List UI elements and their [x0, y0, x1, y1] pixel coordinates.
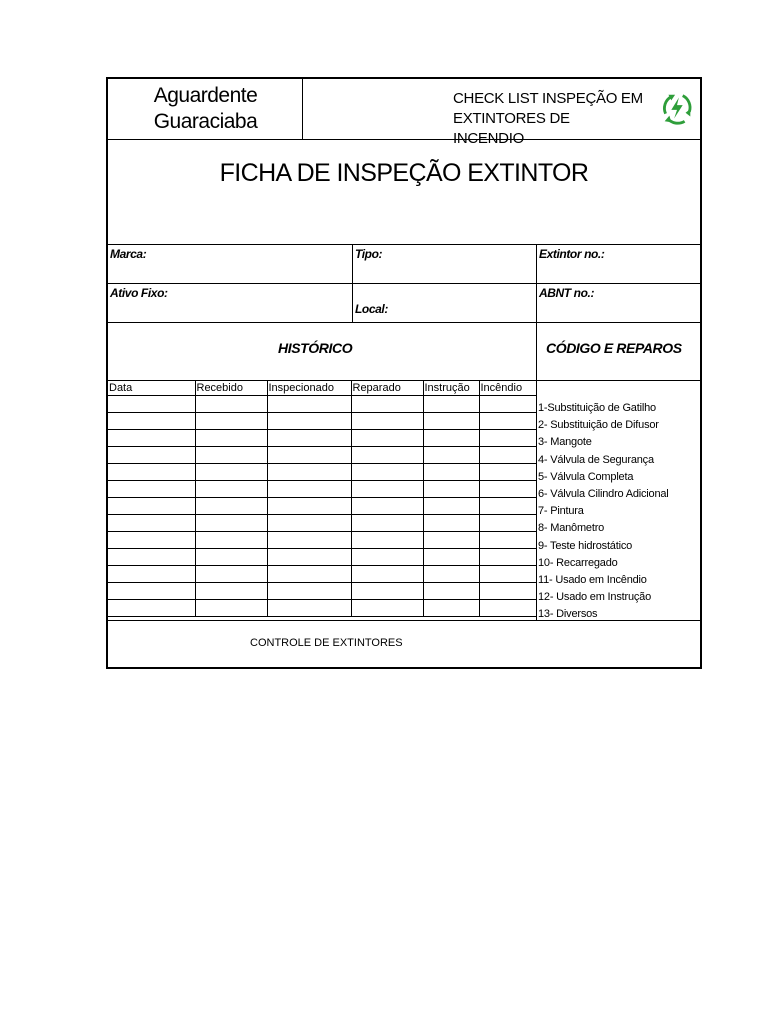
historico-title: HISTÓRICO — [278, 340, 353, 356]
table-cell[interactable] — [108, 532, 195, 549]
table-cell[interactable] — [423, 583, 479, 600]
table-cell[interactable] — [108, 498, 195, 515]
table-cell[interactable] — [351, 481, 423, 498]
table-cell[interactable] — [479, 583, 536, 600]
table-cell[interactable] — [267, 413, 351, 430]
table-cell[interactable] — [195, 566, 267, 583]
table-row — [108, 549, 536, 566]
abnt-no-label: ABNT no.: — [539, 286, 595, 300]
table-cell[interactable] — [108, 566, 195, 583]
historico-header-row — [108, 381, 536, 396]
list-item: 12- Usado em Instrução — [538, 591, 651, 604]
list-item: 10- Recarregado — [538, 556, 618, 569]
table-cell[interactable] — [479, 481, 536, 498]
table-cell[interactable] — [479, 430, 536, 447]
column-header: Incêndio — [479, 381, 536, 396]
table-cell[interactable] — [108, 396, 195, 413]
table-cell[interactable] — [351, 549, 423, 566]
table-cell[interactable] — [479, 515, 536, 532]
list-item: 1-Substituição de Gatilho — [538, 402, 656, 414]
table-cell[interactable] — [351, 413, 423, 430]
table-cell[interactable] — [423, 515, 479, 532]
fields-middle-line — [108, 283, 700, 284]
column-header: Inspecionado — [267, 381, 351, 396]
table-cell[interactable] — [267, 583, 351, 600]
table-row — [108, 600, 536, 617]
table-cell[interactable] — [108, 481, 195, 498]
table-cell[interactable] — [479, 600, 536, 617]
table-cell[interactable] — [195, 549, 267, 566]
table-cell[interactable] — [195, 583, 267, 600]
list-item: 9- Teste hidrostático — [538, 539, 633, 552]
list-item: 2- Substituição de Difusor — [538, 419, 659, 432]
table-cell[interactable] — [195, 600, 267, 617]
table-cell[interactable] — [423, 498, 479, 515]
table-cell[interactable] — [108, 430, 195, 447]
table-cell[interactable] — [479, 396, 536, 413]
company-name-line1: Aguardente — [153, 84, 258, 107]
list-item: 7- Pintura — [538, 505, 584, 518]
table-cell[interactable] — [195, 532, 267, 549]
header-divider — [302, 79, 303, 139]
table-cell[interactable] — [351, 464, 423, 481]
table-row — [108, 464, 536, 481]
table-cell[interactable] — [479, 413, 536, 430]
table-cell[interactable] — [267, 566, 351, 583]
company-name-line2: Guaraciaba — [153, 110, 258, 133]
table-cell[interactable] — [351, 396, 423, 413]
list-item: 13- Diversos — [538, 608, 598, 621]
list-item: 5- Válvula Completa — [538, 470, 634, 483]
table-cell[interactable] — [108, 413, 195, 430]
table-cell[interactable] — [267, 464, 351, 481]
table-cell[interactable] — [351, 566, 423, 583]
table-cell[interactable] — [351, 430, 423, 447]
table-cell[interactable] — [423, 430, 479, 447]
extintor-no-label: Extintor no.: — [539, 247, 605, 261]
marca-label: Marca: — [110, 247, 147, 261]
table-cell[interactable] — [267, 498, 351, 515]
fields-bottom-line — [108, 322, 700, 323]
table-row — [108, 515, 536, 532]
column-header: Instrução — [423, 381, 479, 396]
table-cell[interactable] — [351, 515, 423, 532]
tipo-label: Tipo: — [355, 247, 383, 261]
table-cell[interactable] — [423, 566, 479, 583]
table-cell[interactable] — [195, 464, 267, 481]
table-cell[interactable] — [267, 430, 351, 447]
table-cell[interactable] — [267, 447, 351, 464]
table-cell[interactable] — [108, 447, 195, 464]
table-cell[interactable] — [108, 549, 195, 566]
column-header: Data — [108, 381, 195, 396]
table-cell[interactable] — [267, 549, 351, 566]
recycle-bolt-icon — [658, 89, 696, 127]
table-cell[interactable] — [423, 532, 479, 549]
table-cell[interactable] — [267, 600, 351, 617]
table-row — [108, 430, 536, 447]
table-row — [108, 396, 536, 413]
list-item: 8- Manômetro — [538, 522, 605, 535]
table-cell[interactable] — [351, 532, 423, 549]
header-title-line2: EXTINTORES DE INCENDIO — [453, 110, 570, 147]
table-cell[interactable] — [479, 532, 536, 549]
table-cell[interactable] — [423, 600, 479, 617]
table-cell[interactable] — [267, 481, 351, 498]
list-item: 6- Válvula Cilindro Adicional — [538, 487, 669, 500]
table-cell[interactable] — [351, 498, 423, 515]
column-header: Reparado — [351, 381, 423, 396]
table-cell[interactable] — [423, 447, 479, 464]
table-cell[interactable] — [195, 396, 267, 413]
table-cell[interactable] — [423, 464, 479, 481]
table-cell[interactable] — [195, 447, 267, 464]
footer-text: CONTROLE DE EXTINTORES — [250, 637, 403, 649]
local-label: Local: — [355, 302, 388, 316]
company-name — [108, 79, 303, 139]
table-cell[interactable] — [351, 447, 423, 464]
table-cell[interactable] — [195, 430, 267, 447]
table-cell[interactable] — [423, 549, 479, 566]
column-header: Recebido — [195, 381, 267, 396]
form-title: FICHA DE INSPEÇÃO EXTINTOR — [219, 159, 589, 187]
table-cell[interactable] — [108, 515, 195, 532]
table-cell[interactable] — [479, 447, 536, 464]
table-row — [108, 447, 536, 464]
table-cell[interactable] — [195, 515, 267, 532]
table-cell[interactable] — [479, 464, 536, 481]
table-cell[interactable] — [267, 532, 351, 549]
table-cell[interactable] — [423, 413, 479, 430]
table-cell[interactable] — [479, 566, 536, 583]
table-row — [108, 413, 536, 430]
table-cell[interactable] — [108, 583, 195, 600]
table-cell[interactable] — [108, 600, 195, 617]
footer-top-line — [108, 620, 700, 621]
table-cell[interactable] — [195, 498, 267, 515]
table-cell[interactable] — [195, 413, 267, 430]
table-row — [108, 532, 536, 549]
table-row — [108, 481, 536, 498]
historico-table — [108, 381, 537, 617]
table-row — [108, 498, 536, 515]
table-cell[interactable] — [267, 396, 351, 413]
header-title-line1: CHECK LIST INSPEÇÃO EM — [453, 90, 643, 107]
header-bottom-line — [108, 139, 700, 140]
table-cell[interactable] — [423, 481, 479, 498]
codigos-list — [538, 400, 703, 623]
ativo-fixo-label: Ativo Fixo: — [110, 286, 168, 300]
title-bottom-line — [108, 244, 700, 245]
list-item: 11- Usado em Incêndio — [538, 573, 647, 586]
table-cell[interactable] — [195, 481, 267, 498]
inspection-sheet — [106, 77, 702, 669]
table-cell[interactable] — [351, 600, 423, 617]
codigos-title: CÓDIGO E REPAROS — [546, 340, 682, 356]
header-title — [453, 89, 643, 149]
list-item: 4- Válvula de Segurança — [538, 453, 654, 466]
list-item: 3- Mangote — [538, 436, 592, 449]
table-cell[interactable] — [423, 396, 479, 413]
table-cell[interactable] — [351, 583, 423, 600]
table-row — [108, 583, 536, 600]
table-row — [108, 566, 536, 583]
table-cell[interactable] — [267, 515, 351, 532]
table-cell[interactable] — [479, 498, 536, 515]
table-cell[interactable] — [108, 464, 195, 481]
table-cell[interactable] — [479, 549, 536, 566]
